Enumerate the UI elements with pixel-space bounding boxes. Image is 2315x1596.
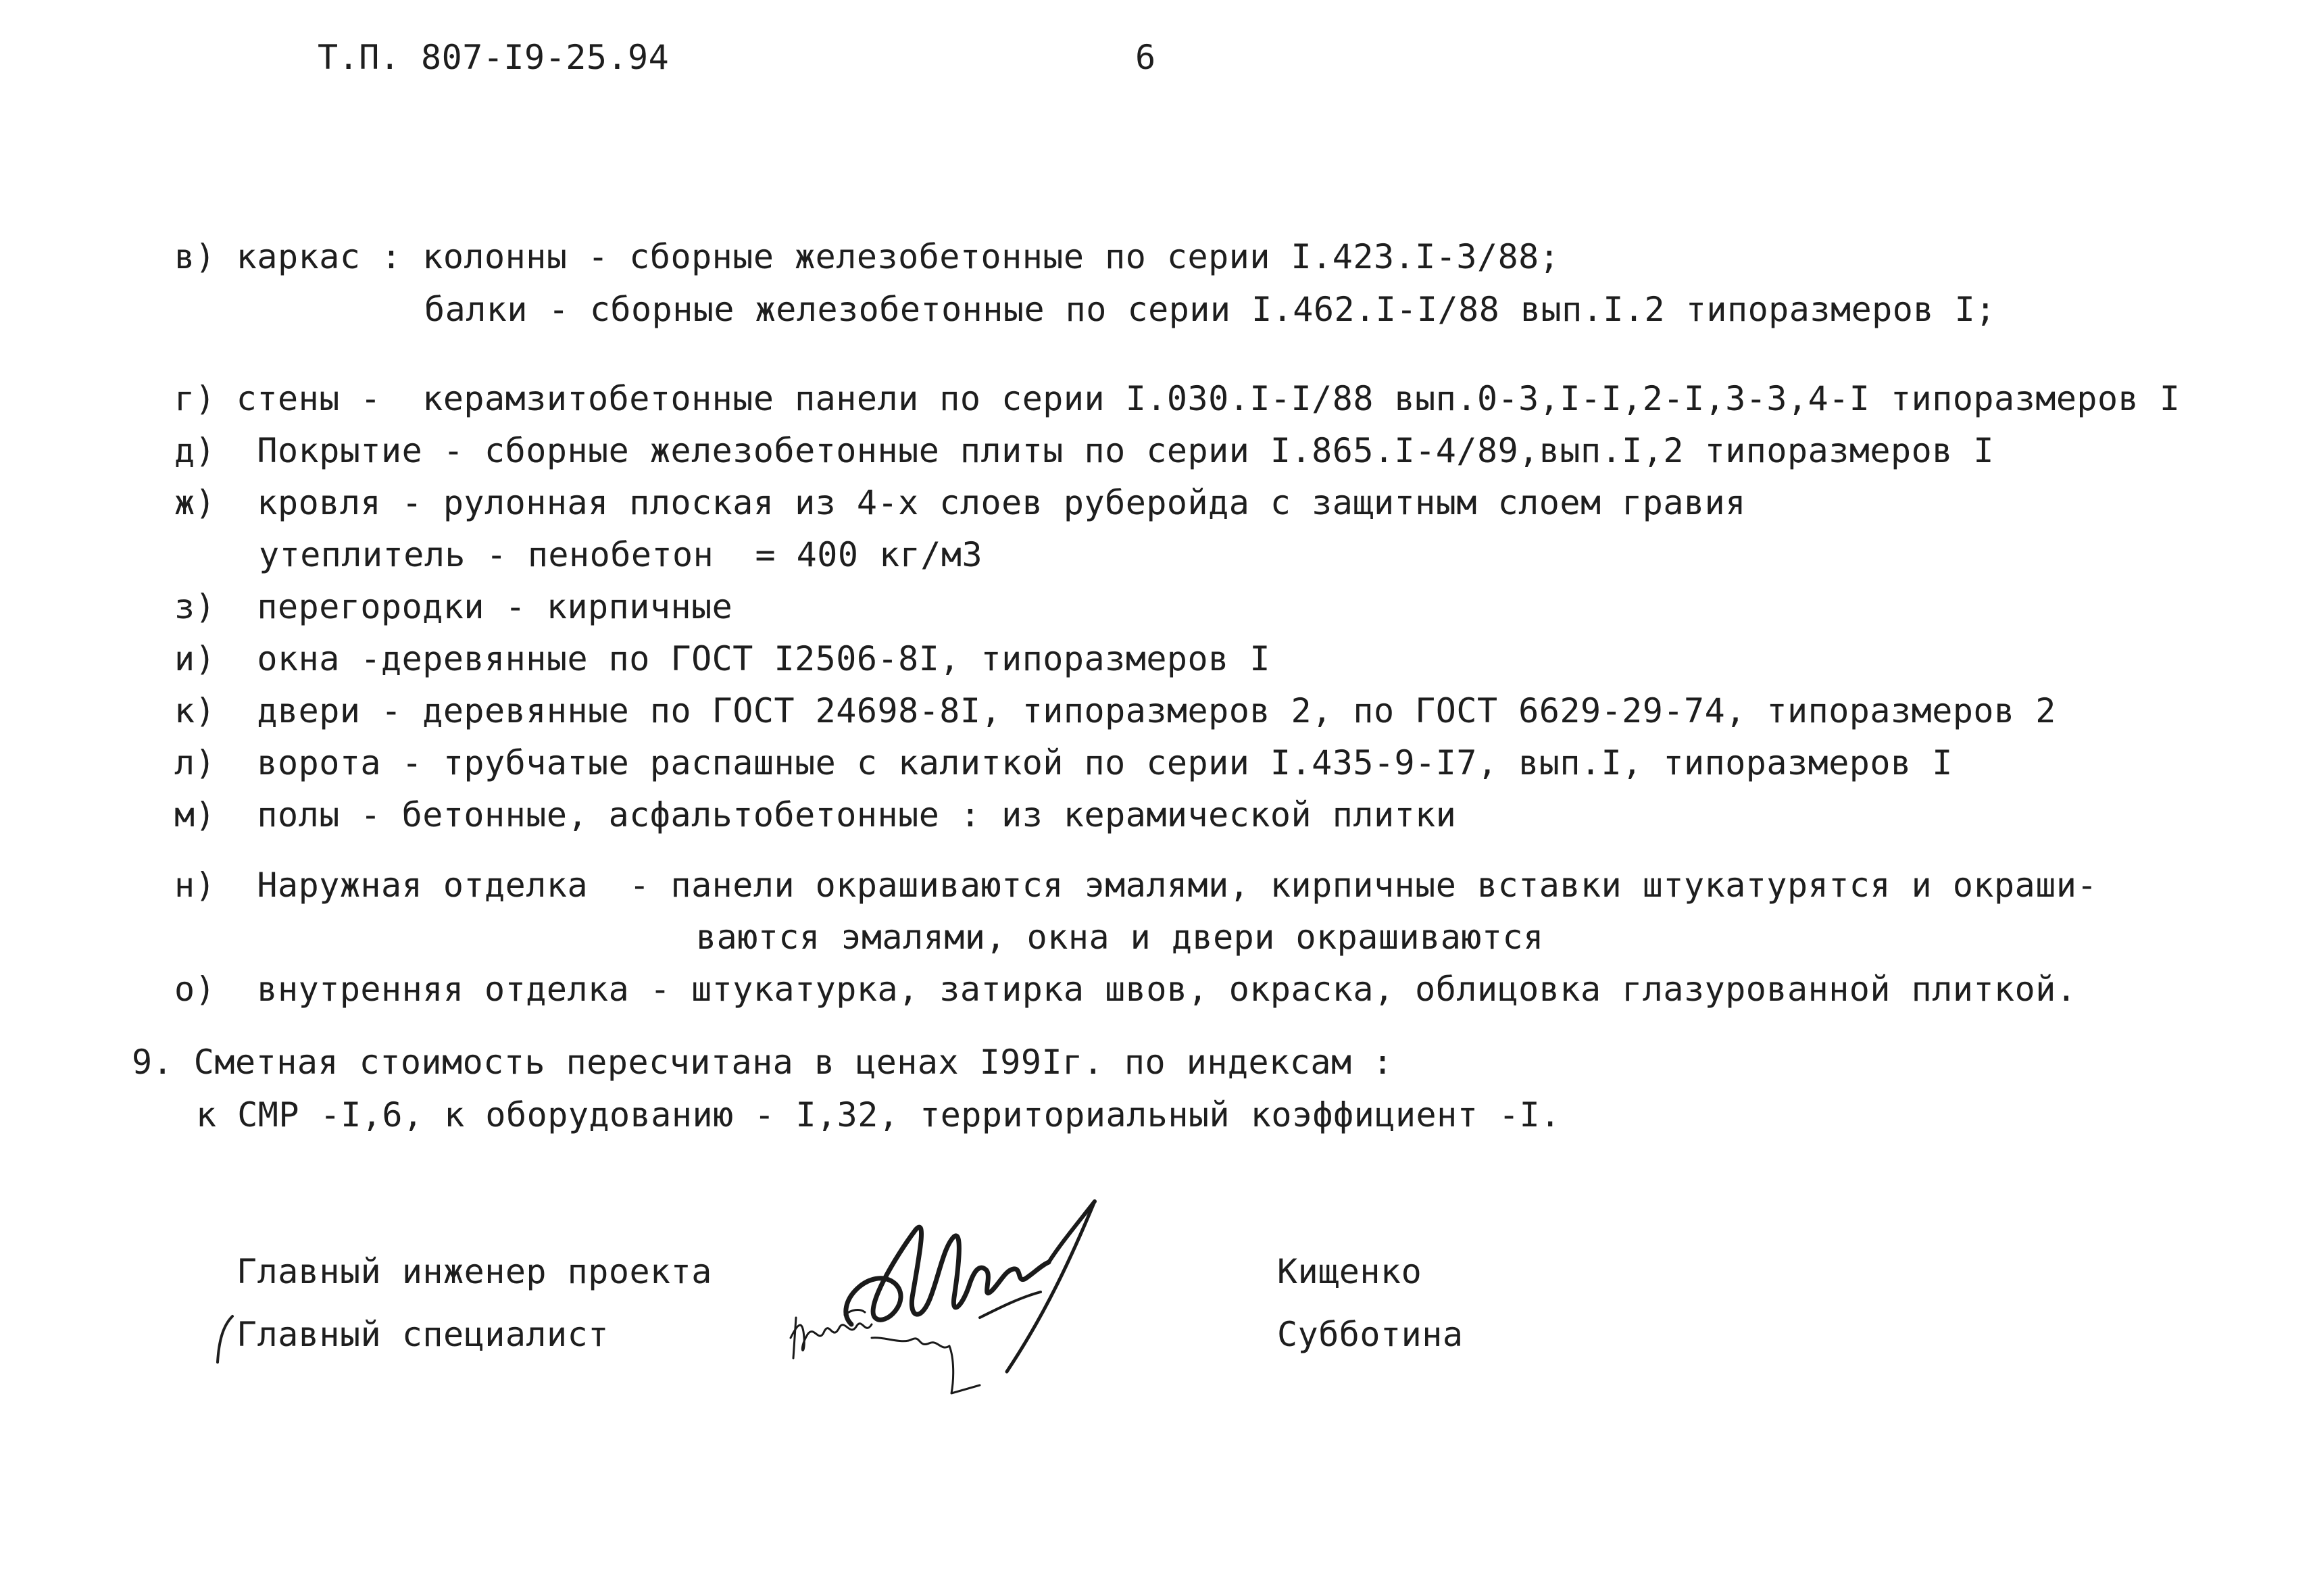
item-k: к) двери - деревянные по ГОСТ 24698-8I, типоразмеров 2, по ГОСТ 6629-29-74, типоразмеров 2 <box>174 691 2056 730</box>
item-zh-line1: ж) кровля - рулонная плоская из 4-х слоев руберойда с защитным слоем гравия <box>174 483 1746 522</box>
name-kishchenko: Кищенко <box>1277 1252 1422 1291</box>
item-zh-line2: утеплитель - пенобетон = 400 кг/м3 <box>259 535 983 574</box>
item-n-line1: н) Наружная отделка - панели окрашиваются эмалями, кирпичные вставки штукатурятся и окраши- <box>174 866 2098 905</box>
role-chief-engineer: Главный инженер проекта <box>237 1252 712 1291</box>
item-d: д) Покрытие - сборные железобетонные плиты по серии I.865.I-4/89,вып.I,2 типоразмеров I <box>174 431 1995 470</box>
page-number: 6 <box>1135 38 1156 77</box>
section9-line1: 9. Сметная стоимость пересчитана в ценах I99Iг. по индексам : <box>132 1043 1393 1082</box>
item-i: и) окна -деревянные по ГОСТ I2506-8I, типоразмеров I <box>174 639 1270 678</box>
handwritten-signatures <box>777 1182 1183 1426</box>
role-chief-specialist: Главный специалист <box>237 1315 609 1354</box>
item-v-line1: в) каркас : колонны - сборные железобетонные по серии I.423.I-3/88; <box>174 237 1560 276</box>
item-m: м) полы - бетонные, асфальтобетонные : из керамической плитки <box>174 795 1457 834</box>
item-z: з) перегородки - кирпичные <box>174 587 733 626</box>
item-n-line2: ваются эмалями, окна и двери окрашиваются <box>696 918 1544 957</box>
doc-code: Т.П. 807-I9-25.94 <box>318 38 670 77</box>
item-g: г) стены - керамзитобетонные панели по серии I.030.I-I/88 вып.0-3,I-I,2-I,3-3,4-I типоразмеров I <box>174 379 2181 418</box>
item-o: о) внутренняя отделка - штукатурка, затирка швов, окраска, облицовка глазурованной плиткой. <box>174 970 2077 1009</box>
section9-line2: к СМР -I,6, к оборудованию - I,32, территориальный коэффициент -I. <box>196 1095 1561 1134</box>
bracket-mark <box>211 1312 238 1366</box>
item-v-line2: балки - сборные железобетонные по серии I.462.I-I/88 вып.I.2 типоразмеров I; <box>424 290 1996 329</box>
item-l: л) ворота - трубчатые распашные с калиткой по серии I.435-9-I7, вып.I, типоразмеров I <box>174 743 1953 782</box>
name-subbotina: Субботина <box>1277 1315 1464 1354</box>
